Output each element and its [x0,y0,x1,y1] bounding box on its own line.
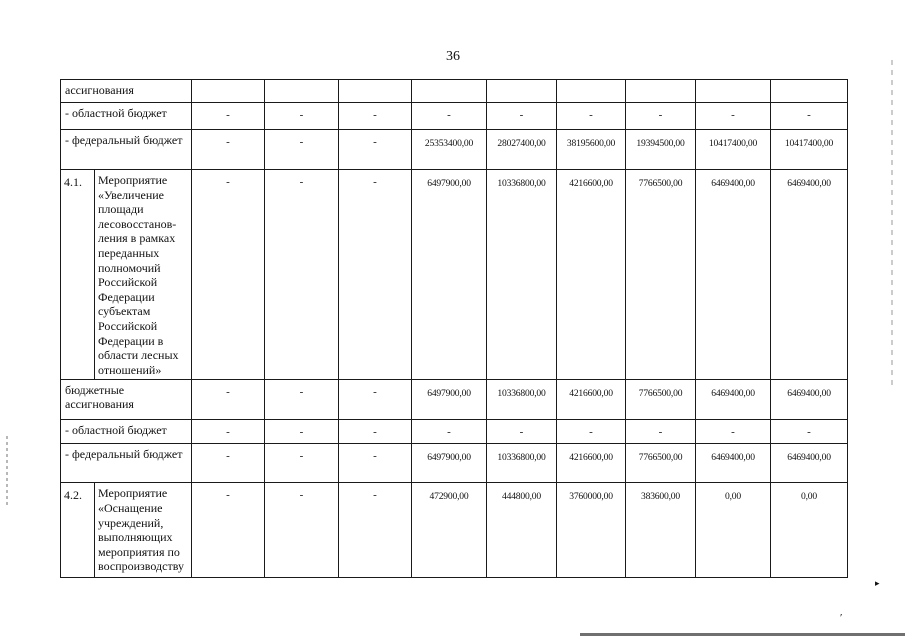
empty-value-dash: - [373,426,377,439]
empty-value-dash: - [373,489,377,502]
amount-value [192,80,264,88]
value-cell [557,483,626,578]
value-cell [192,170,265,380]
item-description-cell [95,170,192,380]
item-description-cell [95,483,192,578]
amount-value: 7766500,00 [638,452,683,464]
value-cell [339,444,412,483]
value-cell [771,483,848,578]
value-cell [771,130,848,170]
item-code: 4.2. [64,488,82,503]
amount-value: 19394500,00 [636,138,685,149]
amount-value [339,80,411,88]
scan-left-marks [6,436,8,506]
value-cell [265,80,339,103]
empty-value-dash: - [373,386,377,399]
amount-value: 6469400,00 [787,178,831,189]
value-cell [192,444,265,483]
row-label-cell [61,380,192,420]
value-cell [557,170,626,380]
value-cell [771,380,848,420]
empty-value-dash: - [299,426,304,439]
row-label: - федеральный бюджет [65,133,183,147]
value-cell [487,130,557,170]
amount-value: 10417400,00 [784,138,834,149]
value-cell [265,103,339,130]
value-cell [339,80,412,103]
empty-value-dash: - [299,489,304,502]
value-cell [339,420,412,444]
value-cell [696,130,771,170]
value-cell [696,444,771,483]
value-cell [412,483,487,578]
value-cell [557,80,626,103]
empty-value-dash: - [731,426,735,439]
amount-value: 4216600,00 [569,178,613,189]
empty-value-dash: - [519,109,524,121]
value-cell [626,420,696,444]
value-cell [265,380,339,420]
empty-value-dash: - [373,450,377,463]
amount-value [626,80,695,88]
item-code-cell [61,483,95,578]
value-cell [265,170,339,380]
empty-value-dash: - [299,109,304,121]
value-cell [487,380,557,420]
value-cell [626,170,696,380]
value-cell [339,380,412,420]
value-cell [557,103,626,130]
value-cell [487,444,557,483]
table-row [61,420,848,444]
row-label-cell [61,420,192,444]
value-cell [487,483,557,578]
value-cell [771,444,848,483]
value-cell [696,483,771,578]
value-cell [557,380,626,420]
value-cell [412,380,487,420]
amount-value: 0,00 [801,491,818,503]
table-row [61,80,848,103]
empty-value-dash: - [447,109,451,121]
table-row [61,130,848,170]
value-cell [412,170,487,380]
value-cell [487,420,557,444]
value-cell [412,130,487,170]
empty-value-dash: - [373,136,377,148]
row-label-cell [61,130,192,170]
value-cell [771,420,848,444]
empty-value-dash: - [226,109,230,121]
item-description: Мероприятие «Оснащение учреждений, выполняющих мероприятия по воспроизводству [98,486,184,574]
amount-value: 6497900,00 [427,452,471,464]
row-label: - федеральный бюджет [65,447,183,462]
empty-value-dash: - [447,426,451,439]
amount-value: 7766500,00 [638,388,683,400]
item-code: 4.1. [64,175,82,189]
amount-value: 444800,00 [502,491,541,503]
scan-margin-marks [891,60,893,390]
value-cell [339,483,412,578]
amount-value: 10336800,00 [497,178,546,189]
scan-speck: ▸ [875,578,880,588]
amount-value: 38195600,00 [566,138,616,149]
scan-speck: ′ [840,612,843,624]
page-number: 36 [446,49,460,64]
row-label: - областной бюджет [65,106,167,120]
amount-value [771,80,847,88]
value-cell [265,130,339,170]
value-cell [626,130,696,170]
empty-value-dash: - [226,176,230,188]
empty-value-dash: - [589,109,593,121]
value-cell [412,80,487,103]
amount-value: 6469400,00 [787,388,831,400]
row-label-cell [61,103,192,130]
empty-value-dash: - [299,176,304,188]
value-cell [339,170,412,380]
table-row [61,444,848,483]
row-label: бюджетные ассигнования [65,383,134,412]
amount-value: 25353400,00 [424,138,474,149]
empty-value-dash: - [658,426,663,439]
value-cell [771,103,848,130]
amount-value [265,80,338,88]
row-label-cell [61,80,192,103]
value-cell [192,103,265,130]
scan-bottom-edge [580,633,905,636]
value-cell [626,103,696,130]
amount-value: 4216600,00 [569,388,613,400]
empty-value-dash: - [519,426,524,439]
amount-value: 7766500,00 [638,178,683,189]
budget-table [60,79,848,578]
empty-value-dash: - [226,136,230,148]
value-cell [487,170,557,380]
amount-value: 3760000,00 [569,491,613,503]
amount-value: 10417400,00 [708,138,758,149]
empty-value-dash: - [658,109,663,121]
amount-value: 0,00 [725,491,742,503]
empty-value-dash: - [226,489,230,502]
amount-value: 4216600,00 [569,452,613,464]
empty-value-dash: - [299,136,304,148]
value-cell [192,130,265,170]
value-cell [557,420,626,444]
amount-value: 6497900,00 [427,178,471,189]
table-row [61,103,848,130]
empty-value-dash: - [589,426,593,439]
amount-value: 6469400,00 [787,452,831,464]
amount-value [412,80,486,88]
value-cell [192,420,265,444]
row-label-cell [61,444,192,483]
amount-value [696,80,770,88]
empty-value-dash: - [373,109,377,121]
value-cell [557,444,626,483]
empty-value-dash: - [226,450,230,463]
value-cell [265,444,339,483]
value-cell [557,130,626,170]
empty-value-dash: - [299,450,304,463]
amount-value: 6497900,00 [427,388,471,400]
value-cell [339,130,412,170]
value-cell [487,103,557,130]
item-code-cell [61,170,95,380]
value-cell [412,444,487,483]
value-cell [771,170,848,380]
empty-value-dash: - [226,426,230,439]
amount-value: 10336800,00 [497,388,546,400]
value-cell [412,103,487,130]
value-cell [696,420,771,444]
item-description: Мероприятие «Увеличение площади лесовосстанов- ления в рамках переданных полномочий Российской Федерации субъектам Российской Федерации в области лесных отношений» [98,173,179,377]
value-cell [626,80,696,103]
value-cell [696,80,771,103]
row-label: - областной бюджет [65,423,167,438]
value-cell [626,444,696,483]
value-cell [192,380,265,420]
value-cell [771,80,848,103]
amount-value [487,80,556,88]
amount-value: 6469400,00 [711,388,755,400]
empty-value-dash: - [731,109,735,121]
empty-value-dash: - [226,386,230,399]
empty-value-dash: - [373,176,377,188]
amount-value: 6469400,00 [711,178,755,189]
amount-value: 472900,00 [429,491,469,503]
value-cell [626,483,696,578]
value-cell [696,103,771,130]
value-cell [626,380,696,420]
value-cell [696,380,771,420]
amount-value [557,80,625,88]
value-cell [696,170,771,380]
value-cell [339,103,412,130]
row-label: ассигнования [65,83,134,97]
value-cell [192,483,265,578]
value-cell [192,80,265,103]
value-cell [265,483,339,578]
amount-value: 28027400,00 [497,138,546,149]
value-cell [487,80,557,103]
empty-value-dash: - [807,426,811,439]
empty-value-dash: - [299,386,304,399]
table-row [61,380,848,420]
amount-value: 10336800,00 [497,452,546,464]
empty-value-dash: - [807,109,811,121]
table-row-item [61,170,848,380]
table-row-item [61,483,848,578]
value-cell [265,420,339,444]
amount-value: 383600,00 [641,491,680,503]
amount-value: 6469400,00 [711,452,755,464]
value-cell [412,420,487,444]
